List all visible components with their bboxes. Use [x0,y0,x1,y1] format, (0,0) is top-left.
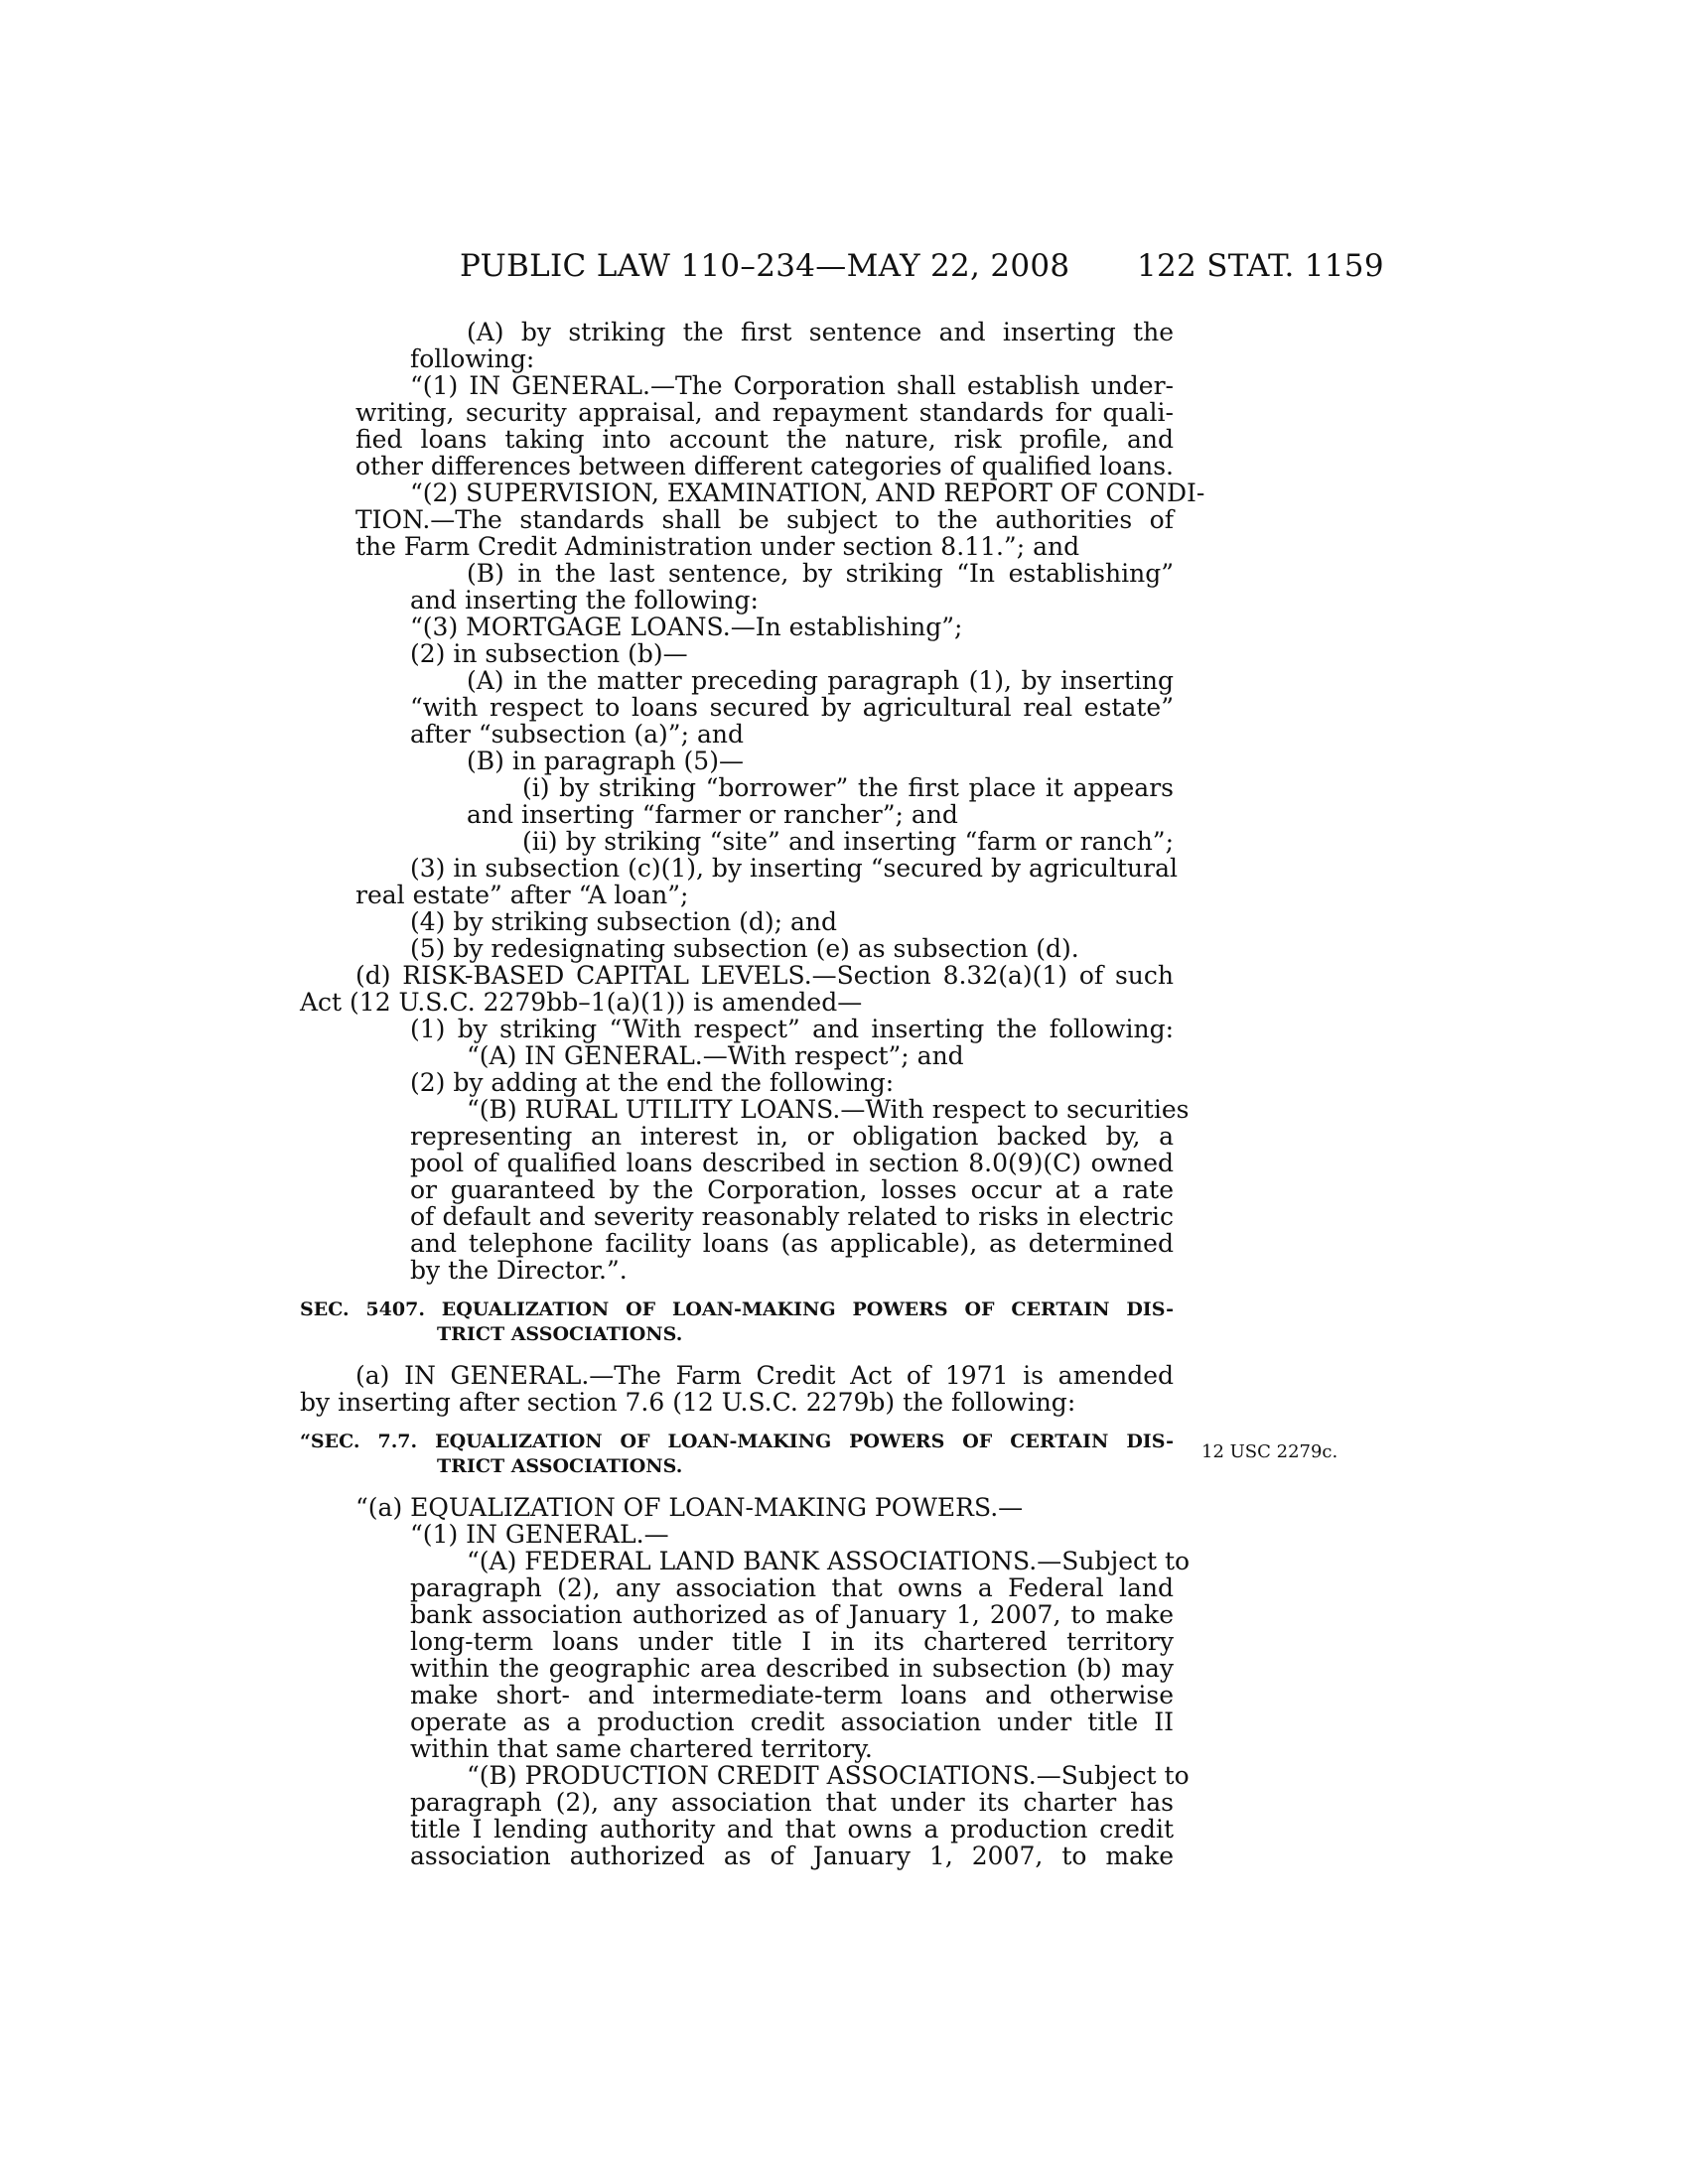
text-line: (ii) by striking “site” and inserting “farm or ranch”; [522,827,1174,856]
text-line: and telephone facility loans (as applicable), as determined [410,1229,1174,1258]
text-line: (B) in the last sentence, by striking “In establishing” [467,559,1174,588]
text-line: the Farm Credit Administration under section 8.11.”; and [355,532,1080,561]
text-line: make short- and intermediate-term loans and otherwise [410,1681,1174,1709]
text-line: fied loans taking into account the nature, risk profile, and [355,425,1174,454]
text-line: and inserting the following: [410,586,759,614]
text-line: of default and severity reasonably related to risks in electric [410,1202,1174,1231]
text-line: pool of qualified loans described in section 8.0(9)(C) owned [410,1149,1174,1177]
text-line: within that same chartered territory. [410,1734,873,1763]
text-line: (A) in the matter preceding paragraph (1), by inserting [467,666,1174,695]
text-line: “(1) IN GENERAL.— [410,1520,669,1549]
text-line: (2) by adding at the end the following: [410,1068,895,1097]
text-line: and inserting “farmer or rancher”; and [467,800,958,829]
text-line: “(1) IN GENERAL.—The Corporation shall establish under- [410,371,1174,400]
text-line: operate as a production credit association under title II [410,1707,1174,1736]
usc-margin-citation: 12 USC 2279c. [1201,1441,1338,1462]
text-line: Act (12 U.S.C. 2279bb–1(a)(1)) is amended— [300,988,863,1017]
text-line: TION.—The standards shall be subject to the authorities of [355,505,1174,534]
text-line: other differences between different categories of qualified loans. [355,452,1174,480]
text-line: paragraph (2), any association that owns a Federal land [410,1573,1174,1602]
text-line: bank association authorized as of January 1, 2007, to make [410,1600,1174,1629]
statute-page-number: 122 STAT. 1159 [1137,248,1384,284]
text-line: after “subsection (a)”; and [410,720,744,749]
text-line: “(3) MORTGAGE LOANS.—In establishing”; [410,613,963,641]
inserted-section-heading: “SEC. 7.7. EQUALIZATION OF LOAN-MAKING POWERS OF CERTAIN DIS- [300,1431,1174,1452]
text-line: (a) IN GENERAL.—The Farm Credit Act of 1971 is amended [355,1361,1174,1390]
text-line: by inserting after section 7.6 (12 U.S.C. 2279b) the following: [300,1388,1076,1417]
text-line: representing an interest in, or obligation backed by, a [410,1122,1174,1151]
text-line: paragraph (2), any association that under its charter has [410,1788,1174,1817]
text-line: (d) RISK-BASED CAPITAL LEVELS.—Section 8.32(a)(1) of such [355,961,1174,990]
text-line: “(A) FEDERAL LAND BANK ASSOCIATIONS.—Subject to [467,1547,1191,1575]
text-line: “(2) SUPERVISION, EXAMINATION, AND REPORT OF CONDI- [410,478,1205,507]
text-line: “with respect to loans secured by agricultural real estate” [410,693,1174,722]
text-line: within the geographic area described in subsection (b) may [410,1654,1174,1683]
text-line: (3) in subsection (c)(1), by inserting “secured by agricultural [410,854,1178,883]
running-head-title: PUBLIC LAW 110–234—MAY 22, 2008 [460,248,1070,284]
text-line: (B) in paragraph (5)— [467,747,744,775]
text-line: “(a) EQUALIZATION OF LOAN-MAKING POWERS.— [355,1493,1024,1522]
text-line: writing, security appraisal, and repayment standards for quali- [355,398,1174,427]
section-heading: SEC. 5407. EQUALIZATION OF LOAN-MAKING POWERS OF CERTAIN DIS- [300,1298,1174,1320]
text-line: association authorized as of January 1, 2007, to make [410,1842,1174,1870]
text-line: real estate” after “A loan”; [355,881,689,909]
text-line: following: [410,344,535,373]
text-line: “(B) PRODUCTION CREDIT ASSOCIATIONS.—Subject to [467,1761,1190,1790]
text-line: (4) by striking subsection (d); and [410,907,838,936]
text-line: title I lending authority and that owns a production credit [410,1815,1174,1843]
text-line: or guaranteed by the Corporation, losses occur at a rate [410,1175,1174,1204]
text-line: (i) by striking “borrower” the first place it appears [522,773,1174,802]
text-line: by the Director.”. [410,1256,628,1285]
text-line: (A) by striking the first sentence and inserting the [467,318,1174,346]
section-heading-continued: TRICT ASSOCIATIONS. [437,1323,683,1345]
text-line: “(A) IN GENERAL.—With respect”; and [467,1041,964,1070]
text-line: “(B) RURAL UTILITY LOANS.—With respect to securities [467,1095,1190,1124]
text-line: long-term loans under title I in its chartered territory [410,1627,1174,1656]
text-line: (1) by striking “With respect” and inserting the following: [410,1015,1174,1043]
text-line: (2) in subsection (b)— [410,639,688,668]
inserted-section-heading-continued: TRICT ASSOCIATIONS. [437,1455,683,1477]
text-line: (5) by redesignating subsection (e) as subsection (d). [410,934,1079,963]
